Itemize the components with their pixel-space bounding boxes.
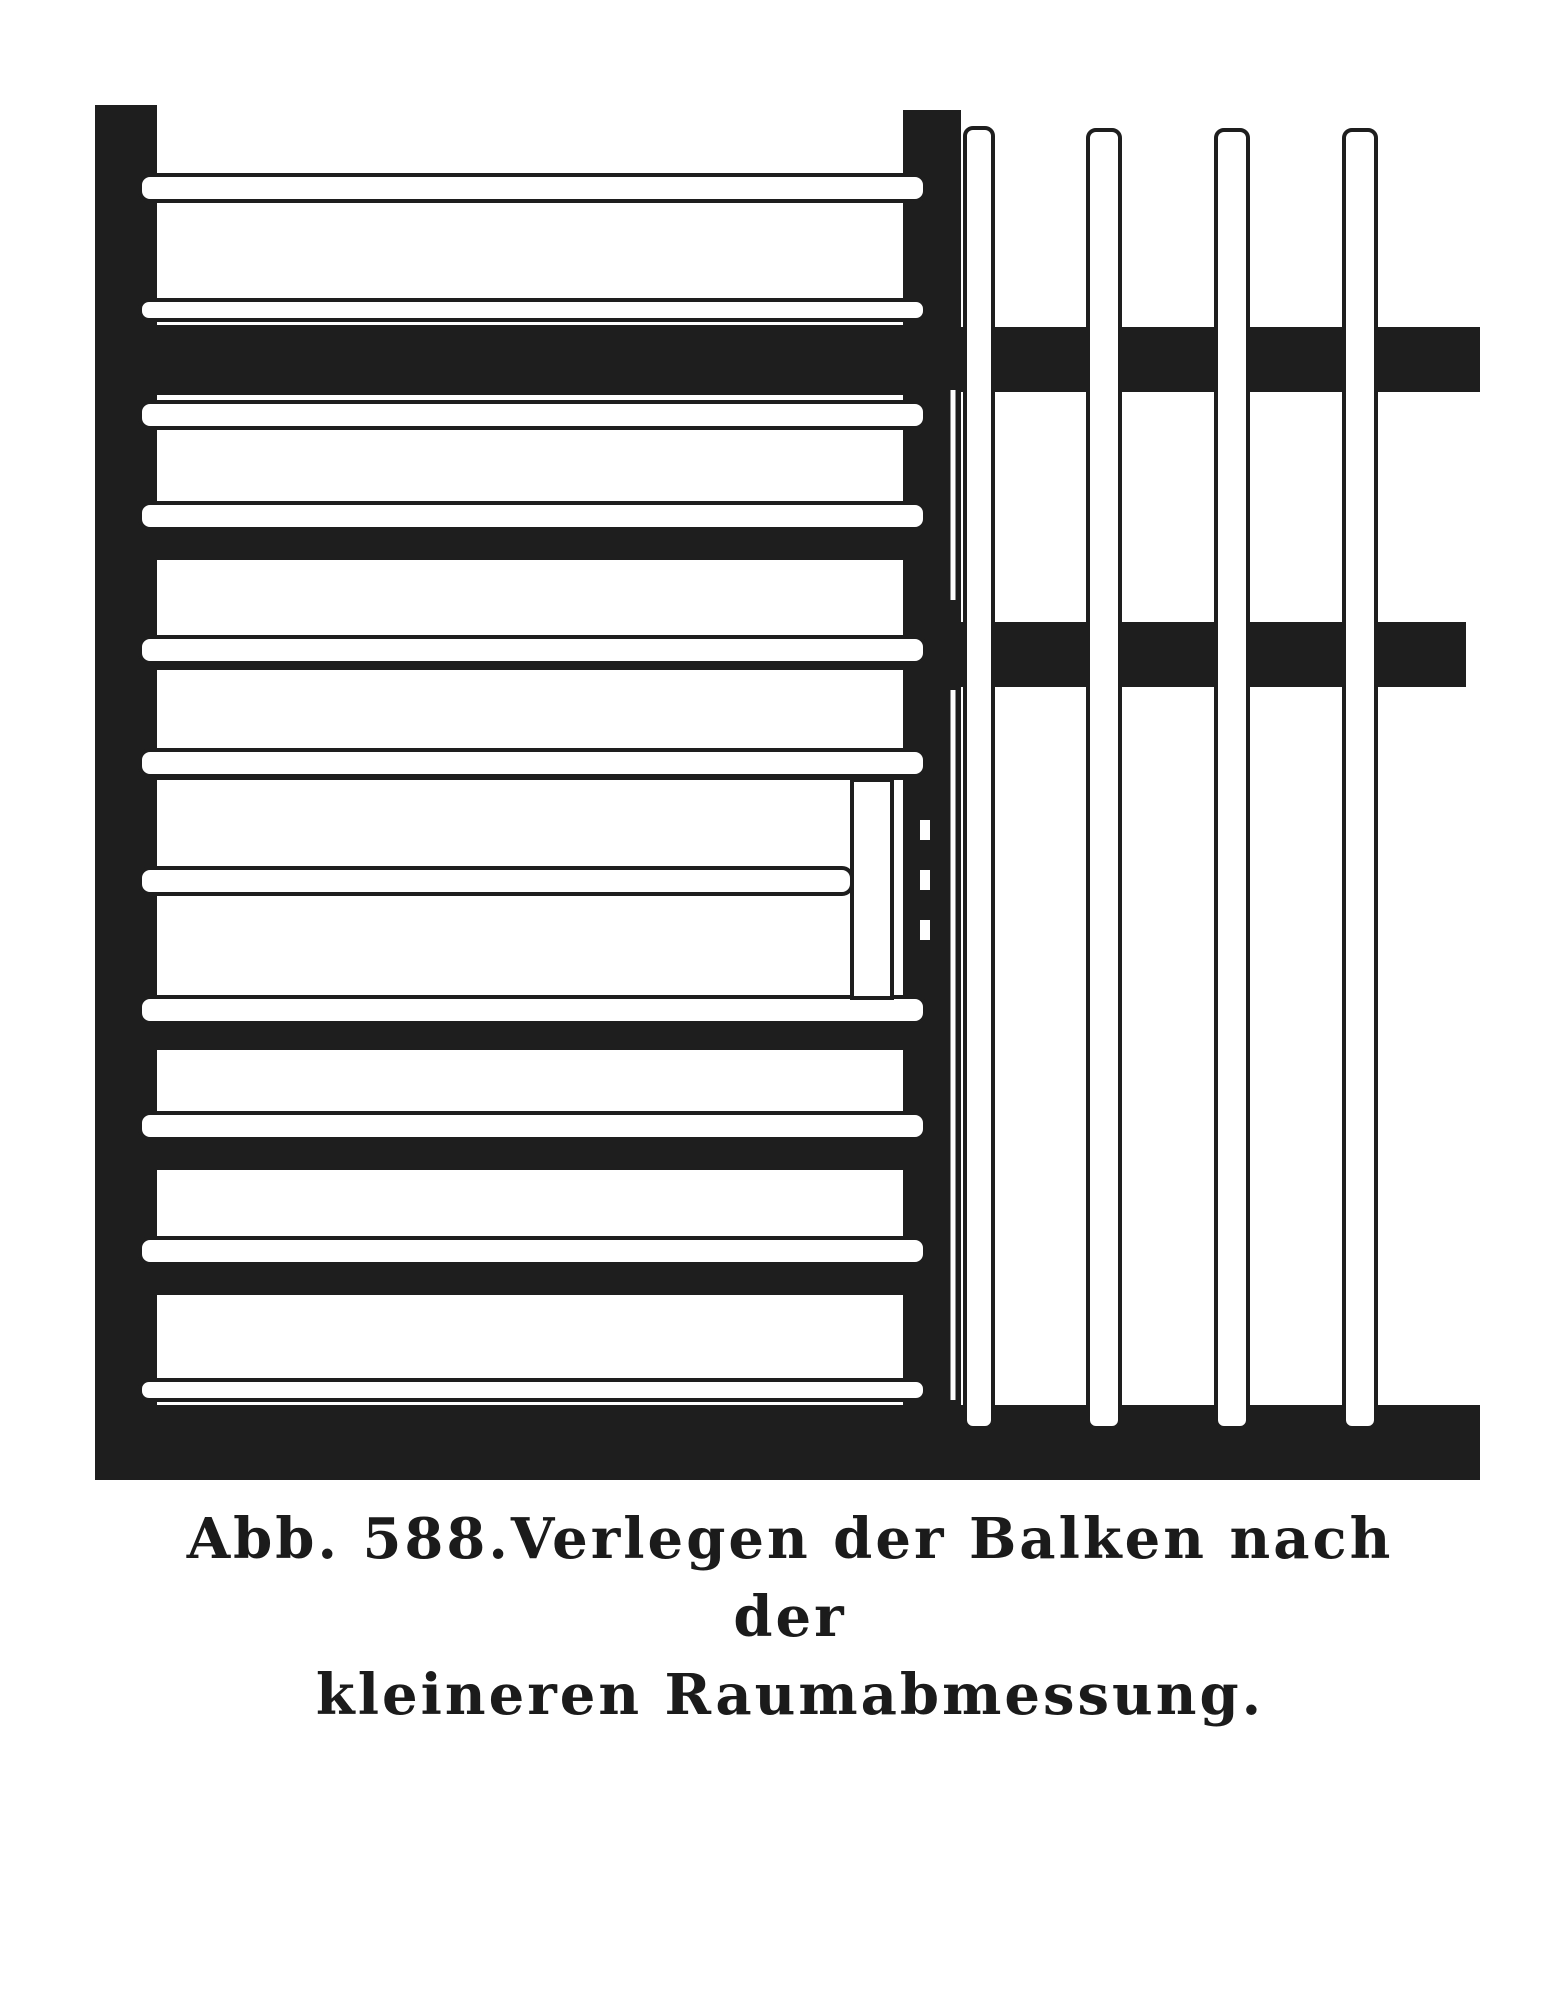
vertical-beam-2 <box>1088 130 1120 1428</box>
vertical-beam-1 <box>965 128 993 1428</box>
beam-band-1 <box>157 325 903 395</box>
caption-text-1: Verlegen der Balken nach der <box>510 1506 1394 1650</box>
joist-4 <box>140 503 925 529</box>
beam-band-2 <box>157 530 903 560</box>
joist-8 <box>140 997 925 1023</box>
trimmer-slot-3 <box>918 918 932 942</box>
trimmer-beam <box>852 780 892 998</box>
joist-1 <box>140 175 925 201</box>
vertical-beams <box>965 128 1376 1428</box>
bottom-wall <box>95 1405 1480 1480</box>
joist-9 <box>140 1113 925 1139</box>
joist-5 <box>140 637 925 663</box>
joist-2 <box>140 300 925 320</box>
caption-text-2: kleineren Raumabmessung. <box>315 1662 1265 1728</box>
cross-beam-lower <box>961 622 1466 687</box>
trimmer-slot-2 <box>918 868 932 892</box>
joist-6 <box>140 750 925 776</box>
joist-3 <box>140 402 925 428</box>
caption-line-2 <box>140 1656 1440 1734</box>
trimmer-slot-1 <box>918 818 932 842</box>
vertical-beam-4 <box>1344 130 1376 1428</box>
caption-label: Abb. 588. <box>186 1506 511 1572</box>
joist-11 <box>140 1380 925 1400</box>
joist-7 <box>140 868 852 894</box>
caption-line-1 <box>140 1500 1440 1656</box>
vertical-beam-3 <box>1216 130 1248 1428</box>
figure-caption <box>140 1500 1440 1734</box>
joist-10 <box>140 1238 925 1264</box>
